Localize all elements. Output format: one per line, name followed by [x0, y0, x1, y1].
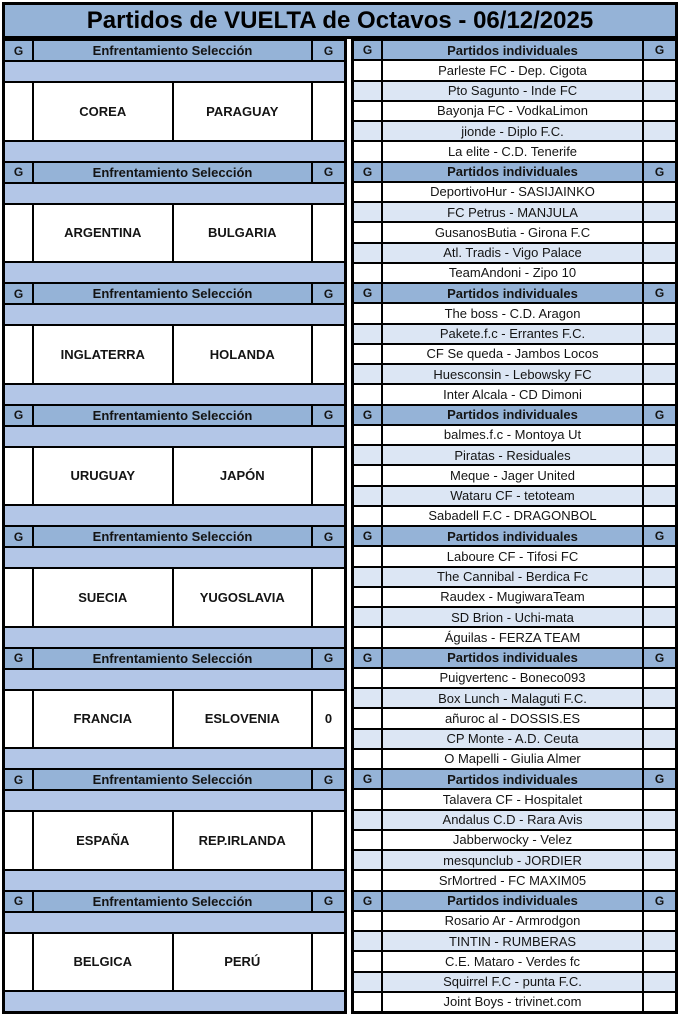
match-cell: GusanosButia - Girona F.C [383, 223, 642, 241]
selection-section-header: Enfrentamiento Selección [34, 406, 311, 425]
match-home-score-cell[interactable] [354, 973, 381, 991]
match-home-score-cell[interactable] [354, 669, 381, 687]
selection-section-header: Enfrentamiento Selección [34, 892, 311, 911]
match-cell: Pto Sagunto - Inde FC [383, 82, 642, 100]
match-home-score-cell[interactable] [354, 345, 381, 363]
home-score-cell[interactable] [5, 569, 32, 626]
match-cell: Bayonja FC - VodkaLimon [383, 102, 642, 120]
match-home-score-cell[interactable] [354, 568, 381, 586]
goals-column-header: G [313, 406, 344, 425]
match-cell: TINTIN - RUMBERAS [383, 932, 642, 950]
match-away-score-cell[interactable] [644, 952, 675, 970]
match-cell: Laboure CF - Tifosi FC [383, 547, 642, 565]
match-cell: Piratas - Residuales [383, 446, 642, 464]
match-home-score-cell[interactable] [354, 325, 381, 343]
match-home-score-cell[interactable] [354, 304, 381, 322]
match-away-score-cell[interactable] [644, 669, 675, 687]
individual-section-header: Partidos individuales [383, 41, 642, 59]
goals-column-header: G [644, 406, 675, 424]
match-away-score-cell[interactable] [644, 750, 675, 768]
match-cell: balmes.f.c - Montoya Ut [383, 426, 642, 444]
match-home-score-cell[interactable] [354, 547, 381, 565]
match-cell: CP Monte - A.D. Ceuta [383, 730, 642, 748]
goals-column-header: G [644, 163, 675, 181]
match-away-score-cell[interactable] [644, 122, 675, 140]
individual-matches-block [354, 527, 675, 647]
match-away-score-cell[interactable] [644, 628, 675, 646]
match-cell: Squirrel F.C - punta F.C. [383, 973, 642, 991]
match-away-score-cell[interactable] [644, 82, 675, 100]
match-home-score-cell[interactable] [354, 507, 381, 525]
match-away-score-cell[interactable] [644, 223, 675, 241]
spacer-row [5, 62, 344, 81]
match-away-score-cell[interactable] [644, 811, 675, 829]
match-home-score-cell[interactable] [354, 730, 381, 748]
spacer-row [5, 992, 344, 1011]
goals-column-header: G [354, 406, 381, 424]
match-cell: TeamAndoni - Zipo 10 [383, 264, 642, 282]
match-away-score-cell[interactable] [644, 264, 675, 282]
match-away-score-cell[interactable] [644, 790, 675, 808]
goals-column-header: G [354, 41, 381, 59]
match-home-score-cell[interactable] [354, 446, 381, 464]
selection-matchup-block [5, 163, 344, 283]
match-away-score-cell[interactable] [644, 588, 675, 606]
match-cell: O Mapelli - Giulia Almer [383, 750, 642, 768]
goals-column-header: G [354, 770, 381, 788]
team-home-cell: COREA [34, 83, 172, 140]
team-home-cell: URUGUAY [34, 448, 172, 505]
individual-section-header: Partidos individuales [383, 284, 642, 302]
goals-column-header: G [313, 527, 344, 546]
spacer-row [5, 670, 344, 689]
away-score-cell[interactable]: 0 [313, 691, 344, 748]
match-home-score-cell[interactable] [354, 851, 381, 869]
match-away-score-cell[interactable] [644, 385, 675, 403]
team-home-cell: FRANCIA [34, 691, 172, 748]
match-cell: Raudex - MugiwaraTeam [383, 588, 642, 606]
match-cell: Wataru CF - tetoteam [383, 487, 642, 505]
goals-column-header: G [313, 284, 344, 303]
match-cell: Puigvertenc - Boneco093 [383, 669, 642, 687]
match-cell: Huesconsin - Lebowsky FC [383, 365, 642, 383]
team-away-cell: REP.IRLANDA [174, 812, 312, 869]
selection-section-header: Enfrentamiento Selección [34, 41, 311, 60]
goals-column-header: G [313, 649, 344, 668]
selection-section-header: Enfrentamiento Selección [34, 649, 311, 668]
match-away-score-cell[interactable] [644, 709, 675, 727]
match-away-score-cell[interactable] [644, 973, 675, 991]
goals-column-header: G [644, 527, 675, 545]
match-cell: Jabberwocky - Velez [383, 831, 642, 849]
goals-column-header: G [644, 284, 675, 302]
spacer-row [5, 791, 344, 810]
individual-section-header: Partidos individuales [383, 163, 642, 181]
spacer-row [5, 305, 344, 324]
goals-column-header: G [313, 41, 344, 60]
match-home-score-cell[interactable] [354, 811, 381, 829]
match-away-score-cell[interactable] [644, 932, 675, 950]
match-cell: Meque - Jager United [383, 466, 642, 484]
team-home-cell: ARGENTINA [34, 205, 172, 262]
selection-section-header: Enfrentamiento Selección [34, 284, 311, 303]
goals-column-header: G [354, 284, 381, 302]
goals-column-header: G [313, 163, 344, 182]
match-away-score-cell[interactable] [644, 831, 675, 849]
goals-column-header: G [644, 770, 675, 788]
match-away-score-cell[interactable] [644, 851, 675, 869]
match-away-score-cell[interactable] [644, 244, 675, 262]
match-home-score-cell[interactable] [354, 264, 381, 282]
match-away-score-cell[interactable] [644, 203, 675, 221]
individual-matches-block [354, 41, 675, 161]
away-score-cell[interactable] [313, 934, 344, 991]
individual-matches-block [354, 163, 675, 283]
individual-matches-table [351, 38, 678, 1014]
team-away-cell: JAPÓN [174, 448, 312, 505]
match-cell: DeportivoHur - SASIJAINKO [383, 183, 642, 201]
goals-column-header: G [5, 163, 32, 182]
match-away-score-cell[interactable] [644, 446, 675, 464]
match-away-score-cell[interactable] [644, 345, 675, 363]
match-away-score-cell[interactable] [644, 487, 675, 505]
match-cell: The boss - C.D. Aragon [383, 304, 642, 322]
selection-matchup-block [5, 527, 344, 647]
match-home-score-cell[interactable] [354, 790, 381, 808]
individual-matches-block [354, 406, 675, 526]
individual-section-header: Partidos individuales [383, 892, 642, 910]
match-home-score-cell[interactable] [354, 871, 381, 889]
selection-matchup-block [5, 41, 344, 161]
match-away-score-cell[interactable] [644, 304, 675, 322]
goals-column-header: G [354, 649, 381, 667]
goals-column-header: G [5, 41, 32, 60]
spacer-row [5, 628, 344, 647]
team-home-cell: INGLATERRA [34, 326, 172, 383]
match-home-score-cell[interactable] [354, 750, 381, 768]
match-cell: Rosario Ar - Armrodgon [383, 912, 642, 930]
individual-section-header: Partidos individuales [383, 527, 642, 545]
team-away-cell: HOLANDA [174, 326, 312, 383]
team-away-cell: PERÚ [174, 934, 312, 991]
team-away-cell: ESLOVENIA [174, 691, 312, 748]
match-home-score-cell[interactable] [354, 223, 381, 241]
match-cell: Parleste FC - Dep. Cigota [383, 61, 642, 79]
selection-section-header: Enfrentamiento Selección [34, 527, 311, 546]
match-home-score-cell[interactable] [354, 689, 381, 707]
match-cell: SD Brion - Uchi-mata [383, 608, 642, 626]
match-home-score-cell[interactable] [354, 102, 381, 120]
spacer-row [5, 427, 344, 446]
match-away-score-cell[interactable] [644, 325, 675, 343]
match-home-score-cell[interactable] [354, 608, 381, 626]
match-away-score-cell[interactable] [644, 507, 675, 525]
match-home-score-cell[interactable] [354, 993, 381, 1011]
selection-matchup-block [5, 770, 344, 890]
match-home-score-cell[interactable] [354, 426, 381, 444]
match-cell: Sabadell F.C - DRAGONBOL [383, 507, 642, 525]
individual-matches-block [354, 284, 675, 404]
selection-matchups-table [2, 38, 347, 1014]
match-away-score-cell[interactable] [644, 608, 675, 626]
match-cell: Inter Alcala - CD Dimoni [383, 385, 642, 403]
match-home-score-cell[interactable] [354, 709, 381, 727]
match-cell: La elite - C.D. Tenerife [383, 142, 642, 160]
home-score-cell[interactable] [5, 205, 32, 262]
match-cell: Andalus C.D - Rara Avis [383, 811, 642, 829]
spacer-row [5, 548, 344, 567]
goals-column-header: G [313, 892, 344, 911]
match-home-score-cell[interactable] [354, 122, 381, 140]
match-away-score-cell[interactable] [644, 102, 675, 120]
spacer-row [5, 913, 344, 932]
match-home-score-cell[interactable] [354, 142, 381, 160]
goals-column-header: G [354, 527, 381, 545]
individual-section-header: Partidos individuales [383, 770, 642, 788]
selection-section-header: Enfrentamiento Selección [34, 163, 311, 182]
home-score-cell[interactable] [5, 934, 32, 991]
spacer-row [5, 385, 344, 404]
match-home-score-cell[interactable] [354, 385, 381, 403]
team-away-cell: BULGARIA [174, 205, 312, 262]
goals-column-header: G [5, 892, 32, 911]
goals-column-header: G [354, 892, 381, 910]
match-home-score-cell[interactable] [354, 912, 381, 930]
away-score-cell[interactable] [313, 205, 344, 262]
match-cell: añuroc al - DOSSIS.ES [383, 709, 642, 727]
away-score-cell[interactable] [313, 569, 344, 626]
match-home-score-cell[interactable] [354, 203, 381, 221]
match-home-score-cell[interactable] [354, 183, 381, 201]
spacer-row [5, 184, 344, 203]
selection-matchup-block [5, 284, 344, 404]
match-cell: CF Se queda - Jambos Locos [383, 345, 642, 363]
individual-matches-block [354, 770, 675, 890]
match-cell: Talavera CF - Hospitalet [383, 790, 642, 808]
match-cell: Box Lunch - Malaguti F.C. [383, 689, 642, 707]
goals-column-header: G [644, 41, 675, 59]
home-score-cell[interactable] [5, 83, 32, 140]
selection-matchup-block [5, 649, 344, 769]
match-away-score-cell[interactable] [644, 730, 675, 748]
match-home-score-cell[interactable] [354, 487, 381, 505]
match-away-score-cell[interactable] [644, 466, 675, 484]
team-home-cell: ESPAÑA [34, 812, 172, 869]
home-score-cell[interactable] [5, 326, 32, 383]
selection-section-header: Enfrentamiento Selección [34, 770, 311, 789]
individual-section-header: Partidos individuales [383, 649, 642, 667]
team-away-cell: YUGOSLAVIA [174, 569, 312, 626]
match-away-score-cell[interactable] [644, 365, 675, 383]
match-home-score-cell[interactable] [354, 831, 381, 849]
match-cell: C.E. Mataro - Verdes fc [383, 952, 642, 970]
goals-column-header: G [354, 163, 381, 181]
match-cell: SrMortred - FC MAXIM05 [383, 871, 642, 889]
team-home-cell: BELGICA [34, 934, 172, 991]
match-away-score-cell[interactable] [644, 61, 675, 79]
goals-column-header: G [313, 770, 344, 789]
match-cell: Joint Boys - trivinet.com [383, 993, 642, 1011]
goals-column-header: G [5, 527, 32, 546]
spacer-row [5, 871, 344, 890]
page-title: Partidos de VUELTA de Octavos - 06/12/2025 [2, 2, 678, 39]
goals-column-header: G [644, 649, 675, 667]
match-away-score-cell[interactable] [644, 142, 675, 160]
match-cell: The Cannibal - Berdica Fc [383, 568, 642, 586]
match-away-score-cell[interactable] [644, 183, 675, 201]
match-cell: mesqunclub - JORDIER [383, 851, 642, 869]
match-away-score-cell[interactable] [644, 568, 675, 586]
match-home-score-cell[interactable] [354, 365, 381, 383]
match-away-score-cell[interactable] [644, 689, 675, 707]
spacer-row [5, 263, 344, 282]
match-cell: Pakete.f.c - Errantes F.C. [383, 325, 642, 343]
individual-matches-block [354, 649, 675, 769]
home-score-cell[interactable] [5, 691, 32, 748]
away-score-cell[interactable] [313, 448, 344, 505]
team-home-cell: SUECIA [34, 569, 172, 626]
away-score-cell[interactable] [313, 326, 344, 383]
match-home-score-cell[interactable] [354, 244, 381, 262]
spacer-row [5, 749, 344, 768]
match-cell: FC Petrus - MANJULA [383, 203, 642, 221]
away-score-cell[interactable] [313, 812, 344, 869]
selection-matchup-block [5, 892, 344, 1012]
goals-column-header: G [5, 649, 32, 668]
goals-column-header: G [5, 770, 32, 789]
match-home-score-cell[interactable] [354, 82, 381, 100]
match-home-score-cell[interactable] [354, 61, 381, 79]
match-cell: Atl. Tradis - Vigo Palace [383, 244, 642, 262]
match-home-score-cell[interactable] [354, 466, 381, 484]
spacer-row [5, 506, 344, 525]
goals-column-header: G [644, 892, 675, 910]
individual-matches-block [354, 892, 675, 1012]
match-cell: Águilas - FERZA TEAM [383, 628, 642, 646]
goals-column-header: G [5, 406, 32, 425]
home-score-cell[interactable] [5, 812, 32, 869]
team-away-cell: PARAGUAY [174, 83, 312, 140]
match-home-score-cell[interactable] [354, 588, 381, 606]
match-home-score-cell[interactable] [354, 932, 381, 950]
goals-column-header: G [5, 284, 32, 303]
match-away-score-cell[interactable] [644, 912, 675, 930]
home-score-cell[interactable] [5, 448, 32, 505]
selection-matchup-block [5, 406, 344, 526]
away-score-cell[interactable] [313, 83, 344, 140]
match-home-score-cell[interactable] [354, 628, 381, 646]
individual-section-header: Partidos individuales [383, 406, 642, 424]
match-away-score-cell[interactable] [644, 871, 675, 889]
match-home-score-cell[interactable] [354, 952, 381, 970]
match-away-score-cell[interactable] [644, 993, 675, 1011]
spacer-row [5, 142, 344, 161]
match-away-score-cell[interactable] [644, 547, 675, 565]
match-cell: jionde - Diplo F.C. [383, 122, 642, 140]
match-away-score-cell[interactable] [644, 426, 675, 444]
